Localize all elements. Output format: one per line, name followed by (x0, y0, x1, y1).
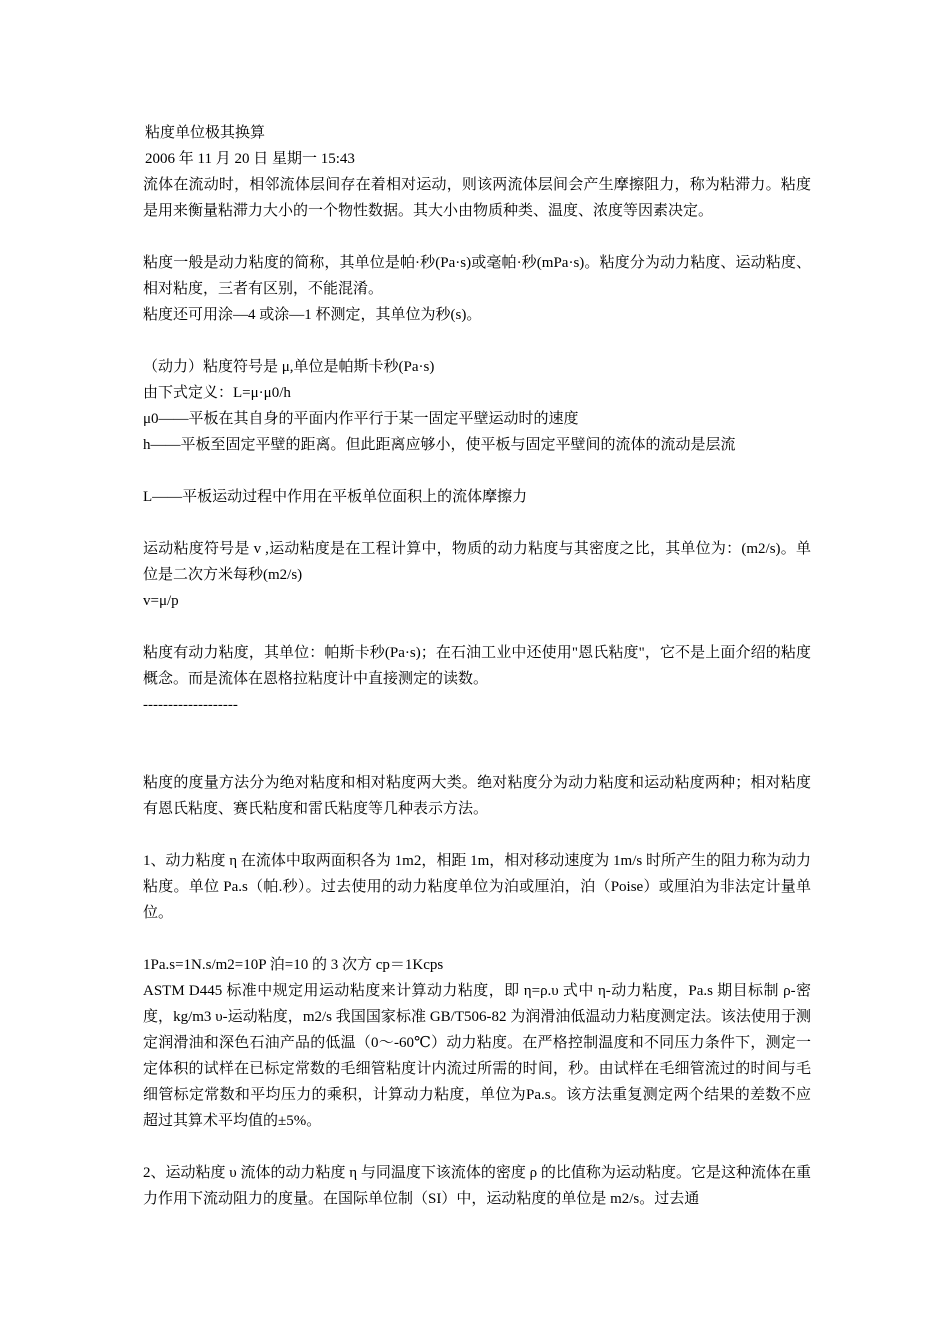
divider-line: ------------------- (143, 697, 238, 713)
document-page (143, 120, 811, 1212)
line-dynamic-symbol: （动力）粘度符号是 μ,单位是帕斯卡秒(Pa·s) (143, 359, 435, 375)
spacer (143, 718, 811, 770)
paragraph-kinematic: 运动粘度符号是 v ,运动粘度是在工程计算中，物质的动力粘度与其密度之比，其单位为：(m2/s)。单位是二次方米每秒(m2/s) (143, 541, 811, 583)
line-kinematic-formula: v=μ/p (143, 593, 179, 609)
paragraph-kinematic-viscosity: 2、运动粘度 υ 流体的动力粘度 η 与同温度下该流体的密度 ρ 的比值称为运动粘度。它是这种流体在重力作用下流动阻力的度量。在国际单位制（SI）中，运动粘度的单位是 m2/s。过去通 (143, 1165, 811, 1207)
spacer (143, 614, 811, 640)
paragraph-cup-measurement: 粘度还可用涂—4 或涂—1 杯测定，其单位为秒(s)。 (143, 307, 482, 323)
paragraph-unit-definition: 粘度一般是动力粘度的简称，其单位是帕·秒(Pa·s)或毫帕·秒(mPa·s)。粘度分为动力粘度、运动粘度、相对粘度，三者有区别，不能混淆。 (143, 255, 811, 297)
line-l-definition: L——平板运动过程中作用在平板单位面积上的流体摩擦力 (143, 489, 528, 505)
paragraph-dynamic-viscosity: 1、动力粘度 η 在流体中取两面积各为 1m2，相距 1m，相对移动速度为 1m/s 时所产生的阻力称为动力粘度。单位 Pa.s（帕.秒）。过去使用的动力粘度单位为泊或厘泊，泊（Poise）或厘泊为非法定计量单位。 (143, 853, 811, 921)
document-date: 2006 年 11 月 20 日 星期一 15:43 (145, 151, 355, 167)
spacer (143, 328, 811, 354)
spacer (143, 822, 811, 848)
spacer (143, 224, 811, 250)
line-h-definition: h——平板至固定平壁的距离。但此距离应够小，使平板与固定平壁间的流体的流动是层流 (143, 437, 736, 453)
spacer (143, 926, 811, 952)
paragraph-measurement-methods: 粘度的度量方法分为绝对粘度和相对粘度两大类。绝对粘度分为动力粘度和运动粘度两种；相对粘度有恩氏粘度、赛氏粘度和雷氏粘度等几种表示方法。 (143, 775, 811, 817)
paragraph-engler: 粘度有动力粘度，其单位：帕斯卡秒(Pa·s)；在石油工业中还使用"恩氏粘度"，它不是上面介绍的粘度概念。而是流体在恩格拉粘度计中直接测定的读数。 (143, 645, 811, 687)
line-unit-conversion: 1Pa.s=1N.s/m2=10P 泊=10 的 3 次方 cp＝1Kcps (143, 957, 444, 973)
spacer (143, 510, 811, 536)
paragraph-astm: ASTM D445 标准中规定用运动粘度来计算动力粘度，即 η=ρ.υ 式中 η-动力粘度，Pa.s 期目标制 ρ-密度，kg/m3 υ-运动粘度，m2/s 我国国家标准 GB/T506-82 为润滑油低温动力粘度测定法。该法使用于测定润滑油和深色石油产品的低温（0～-60℃）动力粘度。在严格控制温度和不同压力条件下，测定一定体积的试样在已标定常数的毛细管粘度计内流过所需的时间，秒。由试样在毛细管流过的时间与毛细管标定常数和平均压力的乘积，计算动力粘度，单位为Pa.s。该方法重复测定两个结果的差数不应超过其算术平均值的±5%。 (143, 983, 811, 1129)
document-title: 粘度单位极其换算 (145, 125, 266, 141)
line-formula: 由下式定义：L=μ·μ0/h (143, 385, 291, 401)
spacer (143, 1134, 811, 1160)
line-mu0-definition: μ0——平板在其自身的平面内作平行于某一固定平壁运动时的速度 (143, 411, 579, 427)
spacer (143, 458, 811, 484)
paragraph-intro: 流体在流动时，相邻流体层间存在着相对运动，则该两流体层间会产生摩擦阻力，称为粘滞力。粘度是用来衡量粘滞力大小的一个物性数据。其大小由物质种类、温度、浓度等因素决定。 (143, 177, 811, 219)
